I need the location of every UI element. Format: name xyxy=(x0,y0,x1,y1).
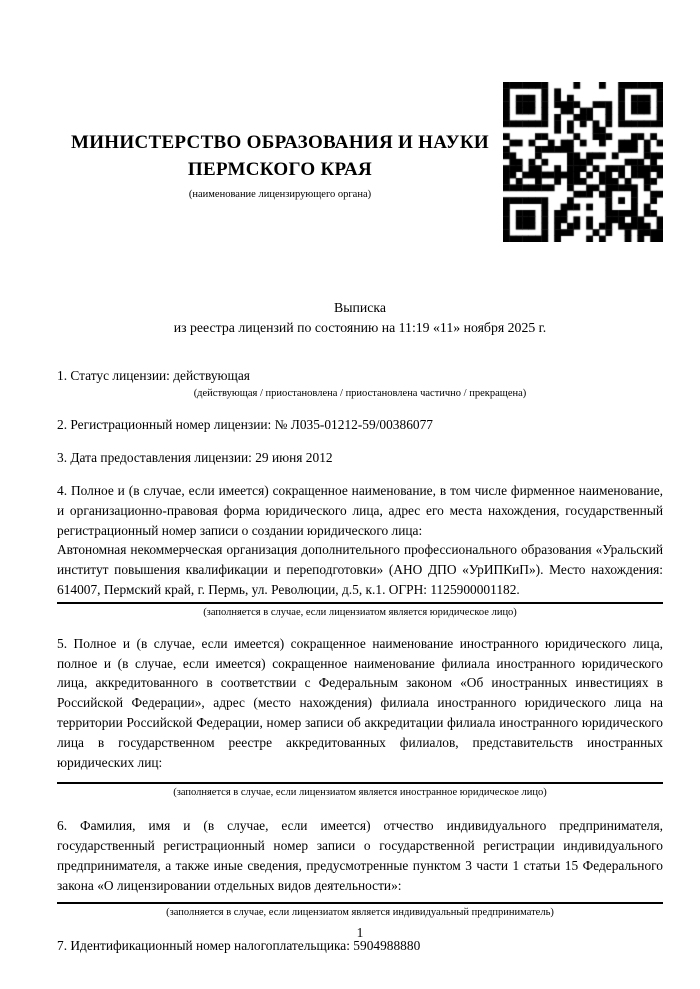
section-5-foreign-entity-label: 5. Полное и (в случае, если имеется) сокращенное наименование иностранного юридического лица, полное и (в случае, если имеется) сокращенное наименование филиала иностранного юридического лица, аккредитованного в соответствии с Федеральным законом «Об иностранных инвестициях в Российской Федерации», адрес (место нахождения) филиала иностранного юридического лица на территории Российской Федерации, номер записи об аккредитации филиала иностранного юридического лица в государственном реестре аккредитованных филиалов, представительств иностранных юридических лиц: xyxy=(57,635,663,770)
ministry-name-line1: МИНИСТЕРСТВО ОБРАЗОВАНИЯ И НАУКИ xyxy=(70,132,490,153)
licensing-authority-block xyxy=(57,82,503,202)
document-title xyxy=(57,298,663,338)
ministry-name-line2: ПЕРМСКОГО КРАЯ xyxy=(187,159,373,180)
section-3-grant-date: 3. Дата предоставления лицензии: 29 июня 2012 xyxy=(57,450,333,466)
section-6-entrepreneur-label: 6. Фамилия, имя и (в случае, если имеется) отчество индивидуального предпринимателя, государственный регистрационный номер записи о государственной регистрации индивидуального предпринимателя, а также иные сведения, предусмотренные пунктом 3 части 1 статьи 15 Федерального закона «О лицензировании отдельных видов деятельности»: xyxy=(57,818,663,893)
section-4-legal-entity-value: Автономная некоммерческая организация дополнительного профессионального образования «Уральский институт повышения квалификации и переподготовки» (АНО ДПО «УрИПКиП»). Место нахождения: 614007, Пермский край, г. Пермь, ул. Революции, д.5, к.1. ОГРН: 1125900001182. xyxy=(57,542,663,597)
section-4-fill-caption: (заполняется в случае, если лицензиатом является юридическое лицо) xyxy=(203,606,517,618)
section-5-fill-caption: (заполняется в случае, если лицензиатом является иностранное юридическое лицо) xyxy=(173,787,547,799)
section-1-license-status: 1. Статус лицензии: действующая xyxy=(57,367,250,383)
section-7-taxpayer-number: 7. Идентификационный номер налогоплательщика: 5904988880 xyxy=(57,937,421,953)
document-title-line1: Выписка xyxy=(334,300,386,315)
document-title-line2: из реестра лицензий по состоянию на 11:19 «11» ноября 2025 г. xyxy=(173,319,547,335)
licensing-authority-caption: (наименование лицензирующего органа) xyxy=(188,189,372,200)
section-4-legal-entity xyxy=(57,481,663,600)
section-2-registration-number: 2. Регистрационный номер лицензии: № Л035-01212-59/00386077 xyxy=(57,417,433,433)
qr-code-icon xyxy=(503,82,663,242)
section-6-fill-caption: (заполняется в случае, если лицензиатом является индивидуальный предприниматель) xyxy=(166,906,554,918)
section-1-status-options-caption: (действующая / приостановлена / приостановлена частично / прекращена) xyxy=(193,388,527,400)
page-number: 1 xyxy=(356,925,364,940)
section-4-legal-entity-label: 4. Полное и (в случае, если имеется) сокращенное наименование, в том числе фирменное наименование, и организационно-правовая форма юридического лица, адрес его места нахождения, государственный регистрационный номер записи о создании юридического лица: xyxy=(57,482,663,538)
document-header xyxy=(57,82,663,242)
